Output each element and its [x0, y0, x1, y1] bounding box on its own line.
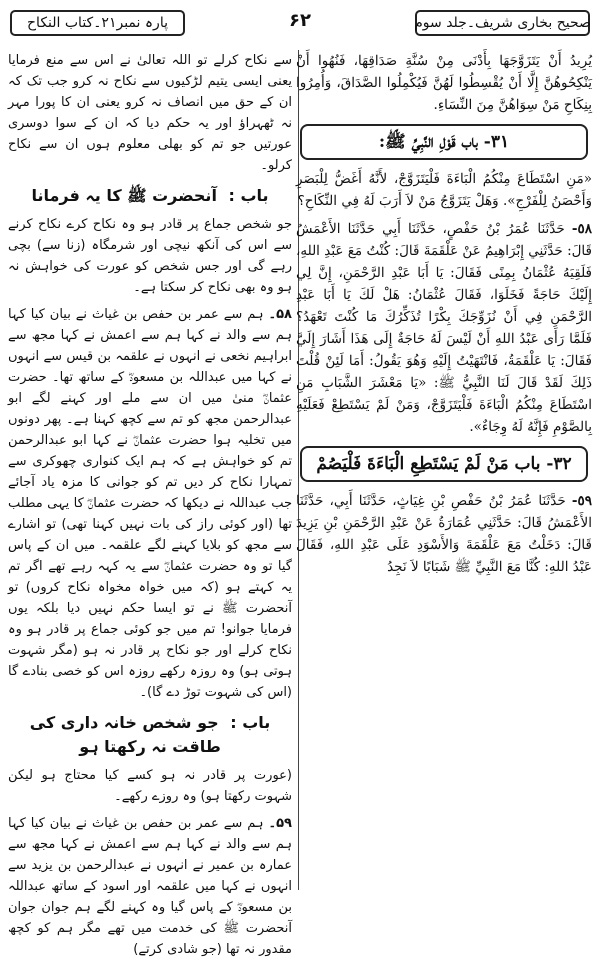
- urdu-heading-2: [8, 711, 292, 759]
- hadith-text: ہم سے عمر بن حفص بن غیاث نے بیان کیا کہا ہم سے والد نے کہا ہم سے اعمش نے کہا مجھ سے عمارہ بن عمیر نے انہوں نے عبدالرحمن بن یزید سے انہوں نے کہا میں علقمہ اور اسود کے ساتھ عبداللہ بن مسعودؓ کے پاس گیا وہ کہنے لگے ہم جوان جوان آنحضرت ﷺ کی خدمت میں تھے مگر ہم کو کچھ مقدور نہ تھا (جو شادی کرتے): [8, 816, 292, 957]
- chapter-31-heading: ٣١- باب قَوْلِ النَّبِيِّ ﷺ:: [300, 124, 588, 160]
- hadith-number: ٥٩-: [571, 493, 592, 509]
- arabic-hadith-58: [296, 218, 592, 438]
- arabic-column: [296, 50, 592, 890]
- hadith-number: ٥٨-: [571, 221, 592, 237]
- chapter-31-text: «مَنِ اسْتَطَاعَ مِنْكُمُ الْبَاءَةَ فَلْيَتَزَوَّجْ، لأَنَّهُ أَغَضُّ لِلْبَصَرِ وَأَحْصَنُ لِلْفَرْجِ». وَهَلْ يَتَزَوَّجُ مَنْ لاَ أَرَبَ لَهُ فِي النِّكَاحِ؟: [296, 171, 592, 209]
- page-header: [6, 4, 594, 46]
- urdu-heading-2-body: (عورت پر قادر نہ ہو کسے کیا محتاج ہو لیکن شہوت رکھتا ہو) وہ روزے رکھے۔: [8, 768, 292, 804]
- arabic-hadith-59: [296, 490, 592, 578]
- urdu-heading-1: [8, 184, 292, 208]
- urdu-hadith-58: [8, 304, 292, 703]
- hadith-number: ۵۸۔: [268, 307, 292, 322]
- book-page: [6, 4, 594, 957]
- chapter-32-heading: ٣٢- باب مَنْ لَمْ يَسْتَطِعِ الْبَاءَةَ فَلْيَصُمْ: [300, 446, 588, 482]
- page-number: ۶۲: [289, 10, 311, 31]
- text-columns: [6, 50, 594, 957]
- urdu-heading-1-body: جو شخص جماع پر قادر ہو وہ نکاح کرے نکاح کرنے سے اس کی آنکھ نیچی اور شرمگاہ (زنا سے) بچی رہے گی اور جس شخص کو عورت کی خواہش نہ ہو وہ بھی نکاح کر سکتا ہے۔: [8, 217, 292, 295]
- arabic-intro: يُرِيدُ أَنْ يَتَزَوَّجَهَا بِأَدْنَى مِنْ سُنَّةِ صَدَاقِهَا، فَنُهُوا أَنْ يَنْكِحُوهُنَّ إِلَّا أَنْ يُقْسِطُوا لَهُنَّ فَيُكْمِلُوا الصَّدَاقَ، وَأُمِرُوا بِنِكَاحِ مَنْ سِوَاهُنَّ مِنَ النِّسَاءِ.: [296, 53, 592, 113]
- hadith-text: حَدَّثَنَا عُمَرُ بْنُ حَفْصِ بْنِ غِيَاثٍ، حَدَّثَنَا أَبِي، حَدَّثَنَا الأَعْمَشُ قَالَ: حَدَّثَنِي عُمَارَةُ عَنْ عَبْدِ الرَّحْمَنِ بْنِ يَزِيدَ قَالَ: دَخَلْتُ مَعَ عَلْقَمَةَ وَالأَسْوَدِ عَلَى عَبْدِ اللهِ، فَقَالَ عَبْدُ اللهِ: كُنَّا مَعَ النَّبِيِّ ﷺ شَبَابًا لاَ نَجِدُ: [296, 493, 592, 575]
- section-title: پارہ نمبر۲۱۔کتاب النکاح: [27, 15, 168, 31]
- urdu-intro: سے نکاح کرلے تو اللہ تعالیٰ نے اس سے منع فرمایا یعنی ایسی یتیم لڑکیوں سے نکاح نہ کرو جب تک کہ ان کے حق میں انصاف نہ کرو یعنی ان کا پورا مہر نہ ٹھہراؤ اور یہ حکم دیا کہ ان کے سوا دوسری عورتیں جو تم کو بھلی معلوم ہوں ان سے نکاح کرلو۔: [8, 53, 292, 173]
- heading-label: باب :: [230, 713, 271, 732]
- book-title-box: [415, 10, 590, 36]
- heading-label: باب :: [228, 186, 269, 205]
- urdu-column: [8, 50, 292, 957]
- section-title-box: [10, 10, 185, 36]
- heading-text: آنحضرت ﷺ کا یہ فرمانا: [31, 186, 217, 205]
- hadith-text: ہم سے عمر بن حفص بن غیاث نے بیان کیا کہا ہم سے والد نے کہا ہم سے اعمش نے کہا مجھ سے ابراہیم نخعی نے انہوں نے علقمہ بن قیس سے انہوں نے کہا میں عبداللہ بن مسعودؓ کے ساتھ تھا۔ حضرت عثمانؓ منیٰ میں ان سے ملے اور کہنے لگے ابو عبدالرحمن مجھ کو تم سے کچھ کہنا ہے۔ پھر دونوں میں تخلیہ ہوا حضرت عثمانؓ نے کہا ابو عبدالرحمن تم کو خواہش ہے کہ ہم ایک کنواری چھوکری سے تمہارا نکاح کر دیں تم کو جوانی کا مزہ یاد آجائے جب عبداللہ نے دیکھا کہ حضرت عثمانؓ کا یہی مطلب تھا (اور کوئی راز کی بات نہیں کہنا تھی) تو اشارے سے مجھ کو بلایا کہنے لگے علقمہ۔ میں ان کے پاس گیا تو وہ حضرت عثمانؓ سے یہ کہہ رہے تھے اگر تم یہ کہتے ہو (کہ میں خواہ مخواہ نکاح کروں) تو آنحضرت ﷺ نے تو ایسا حکم نہیں دیا بلکہ یوں فرمایا جوانو! تم میں جو کوئی جماع پر قادر ہو وہ نکاح کرلے اور جو نکاح پر قادر نہ ہو (مگر شہوت ہوتی ہو) وہ روزہ رکھے روزہ اس کو خصی بنادے گا (اس کی شہوت توڑ دے گا)۔: [8, 307, 292, 700]
- heading-text: جو شخص خانہ داری کی طاقت نہ رکھتا ہو: [29, 713, 221, 756]
- hadith-number: ۵۹۔: [268, 816, 292, 831]
- hadith-text: حَدَّثَنَا عُمَرُ بْنُ حَفْصٍ، حَدَّثَنَا أَبِي حَدَّثَنَا الأَعْمَشُ قَالَ: حَدَّثَنِي إِبْرَاهِيمُ عَنْ عَلْقَمَةَ قَالَ: كُنْتُ مَعَ عَبْدِ اللهِ، فَلَقِيَهُ عُثْمَانُ بِمِنًى فَقَالَ: يَا أَبَا عَبْدِ الرَّحْمَنِ، إِنَّ لِي إِلَيْكَ حَاجَةً فَخَلَوَا، فَقَالَ عُثْمَانُ: هَلْ لَكَ يَا أَبَا عَبْدِ الرَّحْمَنِ فِي أَنْ نُزَوِّجَكَ بِكْرًا تُذَكِّرُكَ مَا كُنْتَ تَعْهَدُ؟ فَلَمَّا رَأَى عَبْدُ اللهِ أَنْ لَيْسَ لَهُ حَاجَةٌ إِلَى هَذَا أَشَارَ إِلَيَّ فَقَالَ: يَا عَلْقَمَةُ، فَانْتَهَيْتُ إِلَيْهِ وَهُوَ يَقُولُ: أَمَا لَئِنْ قُلْتَ ذَلِكَ لَقَدْ قَالَ لَنَا النَّبِيُّ ﷺ: «يَا مَعْشَرَ الشَّبَابِ مَنِ اسْتَطَاعَ مِنْكُمُ الْبَاءَةَ فَلْيَتَزَوَّجْ، وَمَنْ لَمْ يَسْتَطِعْ فَعَلَيْهِ بِالصَّوْمِ فَإِنَّهُ لَهُ وِجَاءٌ».: [296, 221, 592, 435]
- book-title: صحیح بخاری شریف۔جلد سوم: [414, 15, 591, 31]
- urdu-hadith-59: [8, 813, 292, 960]
